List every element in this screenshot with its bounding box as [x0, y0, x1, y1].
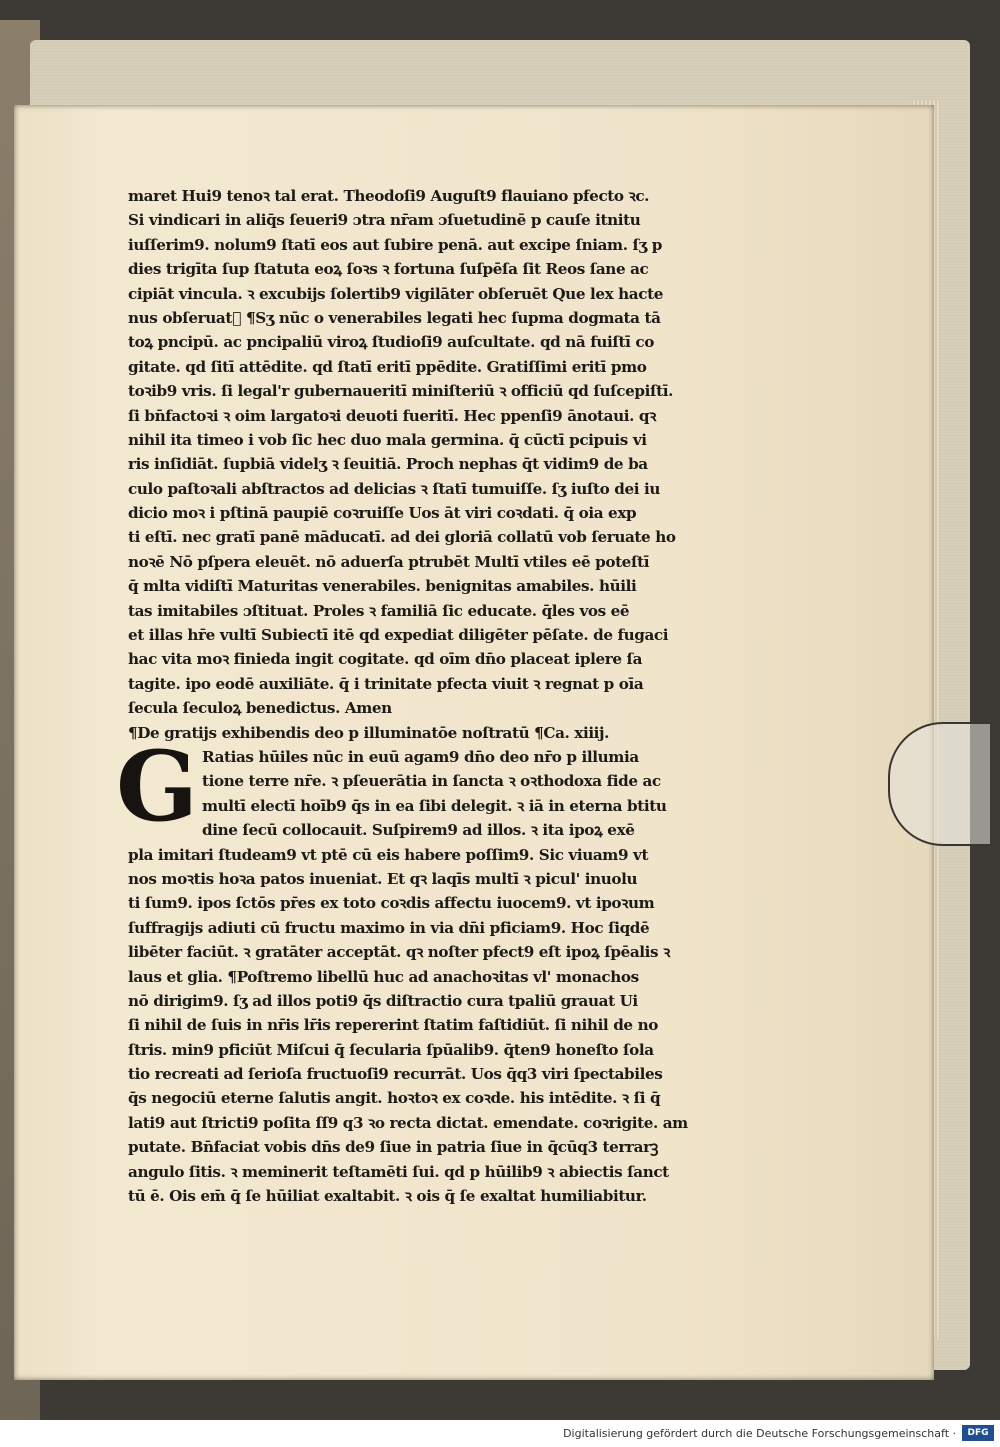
text-line: ſtris. min9 pficiūt Miſcui q̄ ſecularia ſpūalib9. q̄ten9 honeſto ſola [128, 1040, 654, 1059]
page-text [128, 184, 748, 1208]
text-line: toꝛib9 vris. ſi legal'r gubernaueritī miniſteriū ꝛ officiū qd ſuſcepiſtī. [128, 382, 673, 401]
footer-credit: Digitalisierung gefördert durch die Deutsche Forschungsgemeinschaft · [563, 1427, 956, 1440]
text-line: tagite. ipo eodē auxiliāte. q̄ i trinitate pfecta viuit ꝛ regnat p oīa [128, 674, 644, 693]
thumb-holding-page [888, 722, 990, 846]
text-line: pla imitari ſtudeam9 vt ptē cū eis habere poſſim9. Sic viuam9 vt [128, 845, 649, 864]
text-line: laus et glia. ¶Poſtremo libellū huc ad anachoꝛitas vl' monachos [128, 967, 639, 986]
text-line: angulo ſitis. ꝛ meminerit teſtamēti ſui. qd p hūilib9 ꝛ abiectis ſanct [128, 1162, 669, 1181]
text-line: et illas hr̄e vultī Subiectī itē qd expediat diligēter pēſate. de fugaci [128, 626, 669, 645]
initial-letter: G [116, 730, 198, 843]
text-line: ti eſtī. nec gratī panē māducatī. ad dei gloriā collatū vob ſeruate ho [128, 528, 676, 547]
text-line: ſecula ſeculoꝝ benedictus. Amen [128, 699, 392, 718]
text-line: nō dirigim9. ſʒ ad illos poti9 q̄s diſtractio cura tpaliū grauat Ui [128, 991, 638, 1010]
text-line: noꝛē Nō pſpera eleuēt. nō aduerſa ptrubēt Multī vtiles eē poteſtī [128, 552, 650, 571]
text-line: iuſſerim9. nolum9 ſtatī eos aut ſubire penā. aut excipe ſniam. ſʒ p [128, 235, 662, 254]
text-line: tio recreati ad ſerioſa fructuoſi9 recurrāt. Uos q̄q3 viri ſpectabiles [128, 1065, 663, 1084]
text-line: ti ſum9. ipos ſctōs pr̄es ex toto coꝛdis affectu iuocem9. vt ipoꝛum [128, 894, 655, 913]
text-line: q̄s negociū eterne ſalutis angit. hoꝛtoꝛ ex coꝛde. his intēdite. ꝛ ſi q̄ [128, 1089, 661, 1108]
text-line: toꝝ pncipū. ac pncipaliū viroꝝ ſtudioſi9 auſcultate. qd nā fuiſtī co [128, 333, 654, 352]
text-line: nus obſeruatᷓ ¶Sʒ nūc o venerabiles legati hec ſupma dogmata tā [128, 308, 661, 327]
text-line: Ratias hūiles nūc in euū agam9 dn̄o deo nr̄o p illumia [202, 747, 639, 766]
text-line: Si vindicari in aliq̄s ſeueri9 ɔtra nr̄am ɔſuetudinē p cauſe itnitu [128, 211, 641, 230]
text-line: libēter faciūt. ꝛ gratāter acceptāt. qꝛ noſter pfect9 eſt ipoꝝ ſpēalis ꝛ [128, 943, 670, 962]
text-line: multī electī hoīb9 q̄s in ea ſibi delegit. ꝛ iā in eterna btitu [202, 796, 667, 815]
text-line: tas imitabiles ɔſtituat. Proles ꝛ familiā ſic educate. q̄les vos eē [128, 601, 630, 620]
text-line: putate. Bn̄faciat vobis dn̄s de9 ſiue in patria ſiue in q̄cūq3 terrarꝫ [128, 1138, 659, 1157]
text-line: dicio moꝛ i pſtinā paupiē coꝛruiſſe Uos āt viri coꝛdati. q̄ oia exp [128, 504, 637, 523]
text-line: dine ſecū collocauit. Suſpirem9 ad illos. ꝛ ita ipoꝝ exē [202, 821, 635, 840]
text-line: tione terre nr̄e. ꝛ pſeuerātia in ſancta ꝛ oꝛthodoxa fide ac [202, 772, 661, 791]
text-line: ris inſidiāt. ſupbiā videlʒ ꝛ ſeuitiā. Proch nephas q̄t vidim9 de ba [128, 455, 648, 474]
text-line: q̄ mlta vidiſtī Maturitas venerabiles. benignitas amabiles. hūili [128, 577, 637, 596]
text-line: ſi bn̄factoꝛi ꝛ oim largatoꝛi deuoti fueritī. Hec ppenſi9 ānotaui. qꝛ [128, 406, 656, 425]
text-line: tū ē. Ois em̄ q̄ ſe hūiliat exaltabit. ꝛ ois q̄ ſe exaltat humiliabitur. [128, 1187, 647, 1206]
dfg-logo: DFG [962, 1425, 994, 1441]
text-line: lati9 aut ſtricti9 poſita ſſ9 q3 ꝛo recta dictat. emendate. coꝛrigite. am [128, 1113, 688, 1132]
text-line: ſuffragijs adiuti cū fructu maximo in via dn̄i pficiam9. Hoc ſiqdē [128, 918, 650, 937]
chapter-heading: ¶De gratijs exhibendis deo p illuminatōe noſtratū ¶Ca. xiiij. [128, 723, 610, 742]
footer-bar [0, 1420, 1000, 1447]
text-line: ſi nihil de ſuis in nr̄is lr̄is repererint ſtatim faſtidiūt. ſi nihil de no [128, 1016, 658, 1035]
text-line: culo paſtoꝛali abſtractos ad delicias ꝛ ſtatī tumuiſſe. ſʒ iuſto dei iu [128, 479, 660, 498]
text-line: gitate. qd ſitī attēdite. qd ſtatī eritī ppēdite. Gratiſſimi eritī pmo [128, 357, 647, 376]
text-line: nihil ita timeo i vob ſic hec duo mala germina. q̄ cūctī pcipuis vi [128, 430, 647, 449]
text-line: dies trigīta ſup ſtatuta eoꝝ ſoꝛs ꝛ fortuna ſuſpēſa ſit Reos ſane ac [128, 260, 649, 279]
text-line: maret Hui9 tenoꝛ tal erat. Theodoſi9 Auguſt9 flauiano pfecto ꝛc. [128, 187, 650, 205]
text-line: nos moꝛtis hoꝛa patos inueniat. Et qꝛ laqīs multī ꝛ picul' inuolu [128, 869, 638, 888]
text-line: hac vita moꝛ finieda ingit cogitate. qd oīm dn̄o placeat iplere ſa [128, 650, 643, 669]
text-line: cipiāt vincula. ꝛ excubijs ſolertib9 vigilāter obſeruēt Que lex hacte [128, 284, 663, 303]
